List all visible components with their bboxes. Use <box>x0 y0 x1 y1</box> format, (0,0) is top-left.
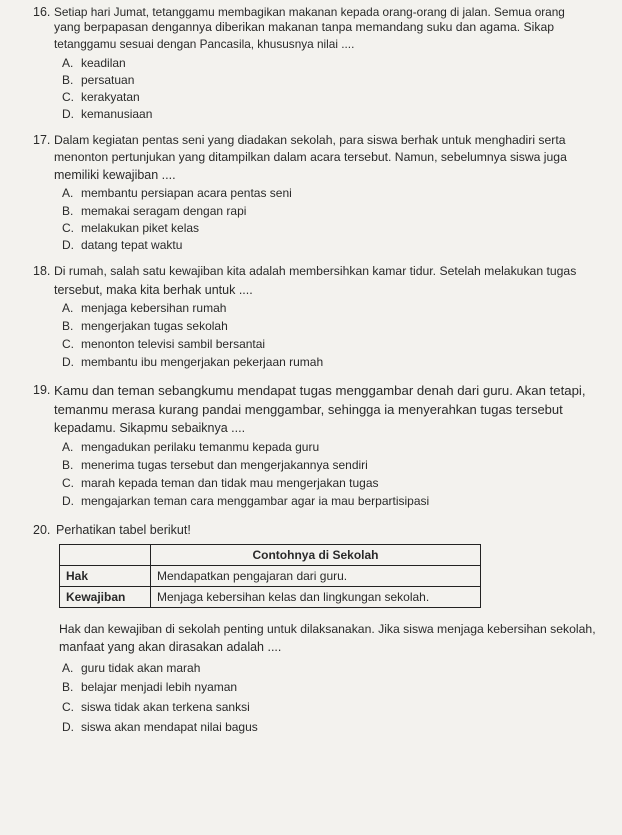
question-text-line: menonton pertunjukan yang ditampilkan dalam acara tersebut. Namun, sebelumnya siswa juga <box>54 150 567 164</box>
table-header-cell: Contohnya di Sekolah <box>151 545 481 566</box>
question-text-line: Di rumah, salah satu kewajiban kita adalah membersihkan kamar tidur. Setelah melakukan tugas <box>54 264 577 278</box>
option-a[interactable]: A. menjaga kebersihan rumah <box>62 301 227 315</box>
question-text-line: Kamu dan teman sebangkumu mendapat tugas menggambar denah dari guru. Akan tetapi, <box>54 383 586 398</box>
option-d[interactable]: D. mengajarkan teman cara menggambar agar ia mau berpartisipasi <box>62 494 430 508</box>
question-number: 16. <box>33 5 51 19</box>
table-cell-key: Kewajiban <box>60 587 151 608</box>
option-d[interactable]: D. siswa akan mendapat nilai bagus <box>62 720 258 734</box>
question-number: 20. <box>33 523 51 537</box>
question-text-line: yang berpapasan dengannya diberikan makanan tanpa memandang suku dan agama. Sikap <box>54 20 555 34</box>
option-c[interactable]: C. kerakyatan <box>62 90 140 104</box>
option-c[interactable]: C. marah kepada teman dan tidak mau mengerjakan tugas <box>62 476 379 490</box>
option-c[interactable]: C. melakukan piket kelas <box>62 221 200 235</box>
table-header-row <box>60 545 481 566</box>
table-row <box>60 566 481 587</box>
option-a[interactable]: A. guru tidak akan marah <box>62 661 201 675</box>
table-cell-key: Hak <box>60 566 151 587</box>
question-text-line: temanmu merasa kurang pandai menggambar, sehingga ia menyerahkan tugas tersebut <box>54 402 563 417</box>
option-b[interactable]: B. persatuan <box>62 73 135 87</box>
question-text-line: memiliki kewajiban .... <box>54 168 176 182</box>
table-cell: Mendapatkan pengajaran dari guru. <box>151 566 481 587</box>
option-d[interactable]: D. datang tepat waktu <box>62 238 183 252</box>
question-text-line: Hak dan kewajiban di sekolah penting untuk dilaksanakan. Jika siswa menjaga kebersihan sekolah, <box>59 622 596 636</box>
option-b[interactable]: B. menerima tugas tersebut dan mengerjakannya sendiri <box>62 458 368 472</box>
question-text-line: manfaat yang akan dirasakan adalah .... <box>59 640 282 654</box>
option-a[interactable]: A. keadilan <box>62 56 126 70</box>
option-b[interactable]: B. belajar menjadi lebih nyaman <box>62 680 238 694</box>
question-text-line: kepadamu. Sikapmu sebaiknya .... <box>54 421 246 435</box>
option-c[interactable]: C. menonton televisi sambil bersantai <box>62 337 266 351</box>
option-d[interactable]: D. membantu ibu mengerjakan pekerjaan rumah <box>62 355 324 369</box>
question-text-line: Perhatikan tabel berikut! <box>56 523 191 537</box>
question-text-line: tersebut, maka kita berhak untuk .... <box>54 283 253 297</box>
table-row <box>60 587 481 608</box>
question-number: 17. <box>33 133 51 147</box>
question-text-line: Setiap hari Jumat, tetanggamu membagikan makanan kepada orang-orang di jalan. Semua orang <box>54 5 565 19</box>
option-a[interactable]: A. membantu persiapan acara pentas seni <box>62 186 292 200</box>
option-b[interactable]: B. mengerjakan tugas sekolah <box>62 319 228 333</box>
option-b[interactable]: B. memakai seragam dengan rapi <box>62 204 247 218</box>
option-d[interactable]: D. kemanusiaan <box>62 107 153 121</box>
question-number: 18. <box>33 264 51 278</box>
table-cell: Menjaga kebersihan kelas dan lingkungan sekolah. <box>151 587 481 608</box>
question-text-line: tetanggamu sesuai dengan Pancasila, khususnya nilai .... <box>54 37 355 51</box>
question-text-line: Dalam kegiatan pentas seni yang diadakan sekolah, para siswa berhak untuk menghadiri serta <box>54 133 566 147</box>
question-number: 19. <box>33 383 51 397</box>
table-header-cell <box>60 545 151 566</box>
option-a[interactable]: A. mengadukan perilaku temanmu kepada guru <box>62 440 320 454</box>
rights-duties-table <box>59 544 481 608</box>
option-c[interactable]: C. siswa tidak akan terkena sanksi <box>62 700 250 714</box>
